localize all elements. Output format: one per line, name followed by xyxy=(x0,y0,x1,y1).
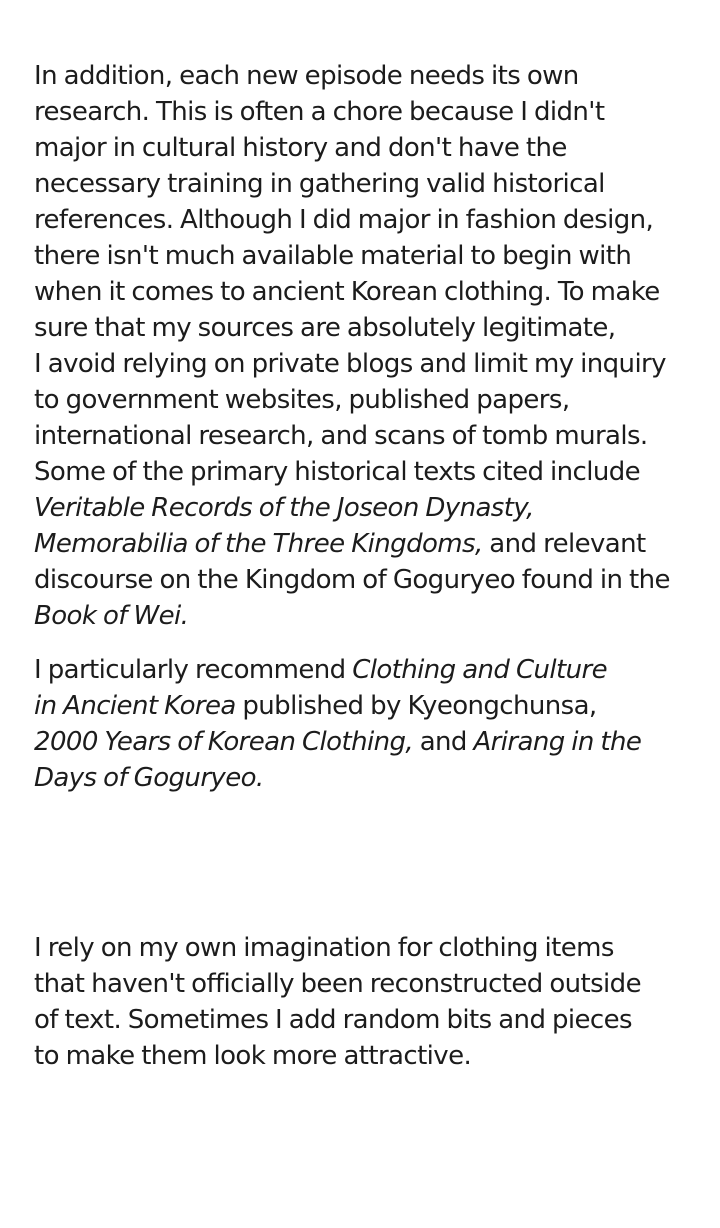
paragraph-research xyxy=(34,58,694,634)
text-line: In addition, each new episode needs its own xyxy=(34,61,579,91)
text-line: I avoid relying on private blogs and limit my inquiry xyxy=(34,349,666,379)
text-line: Memorabilia of the Three Kingdoms, and relevant xyxy=(34,529,646,559)
book-title: Days of Goguryeo. xyxy=(34,763,264,793)
text-line: research. This is often a chore because I didn't xyxy=(34,97,605,127)
text-line: of text. Sometimes I add random bits and pieces xyxy=(34,1005,632,1035)
book-title: in Ancient Korea xyxy=(34,691,236,721)
text-line: I particularly recommend Clothing and Culture xyxy=(34,655,608,685)
paragraph-recommendations xyxy=(34,652,694,796)
book-title: Clothing and Culture xyxy=(352,655,608,685)
text-line: there isn't much available material to begin with xyxy=(34,241,632,271)
text-line: to make them look more attractive. xyxy=(34,1041,472,1071)
text-line: I rely on my own imagination for clothing items xyxy=(34,933,614,963)
book-title: Veritable Records of the Joseon Dynasty, xyxy=(34,493,534,523)
text-line: major in cultural history and don't have the xyxy=(34,133,567,163)
text-line xyxy=(34,598,694,634)
text-line: discourse on the Kingdom of Goguryeo found in the xyxy=(34,565,670,595)
text-line: international research, and scans of tomb murals. xyxy=(34,421,648,451)
text-line: that haven't officially been reconstructed outside xyxy=(34,969,641,999)
text-line: 2000 Years of Korean Clothing, and Arirang in the xyxy=(34,727,642,757)
text-line: to government websites, published papers, xyxy=(34,385,570,415)
text-line: when it comes to ancient Korean clothing. To make xyxy=(34,277,660,307)
text-line: sure that my sources are absolutely legitimate, xyxy=(34,313,616,343)
text-line-partial xyxy=(34,1192,694,1228)
text-line: necessary training in gathering valid historical xyxy=(34,169,605,199)
text-line: Some of the primary historical texts cited include xyxy=(34,457,641,487)
book-title: Book of Wei. xyxy=(34,601,189,631)
text-line xyxy=(34,490,694,526)
book-title: Memorabilia of the Three Kingdoms, xyxy=(34,529,483,559)
book-title: 2000 Years of Korean Clothing, xyxy=(34,727,414,757)
paragraph-imagination xyxy=(34,930,694,1074)
book-title: Arirang in the xyxy=(473,727,642,757)
text-line xyxy=(34,760,694,796)
text-line: references. Although I did major in fashion design, xyxy=(34,205,654,235)
paragraph-cut-off xyxy=(34,1192,694,1228)
text-line: in Ancient Korea published by Kyeongchunsa, xyxy=(34,691,597,721)
